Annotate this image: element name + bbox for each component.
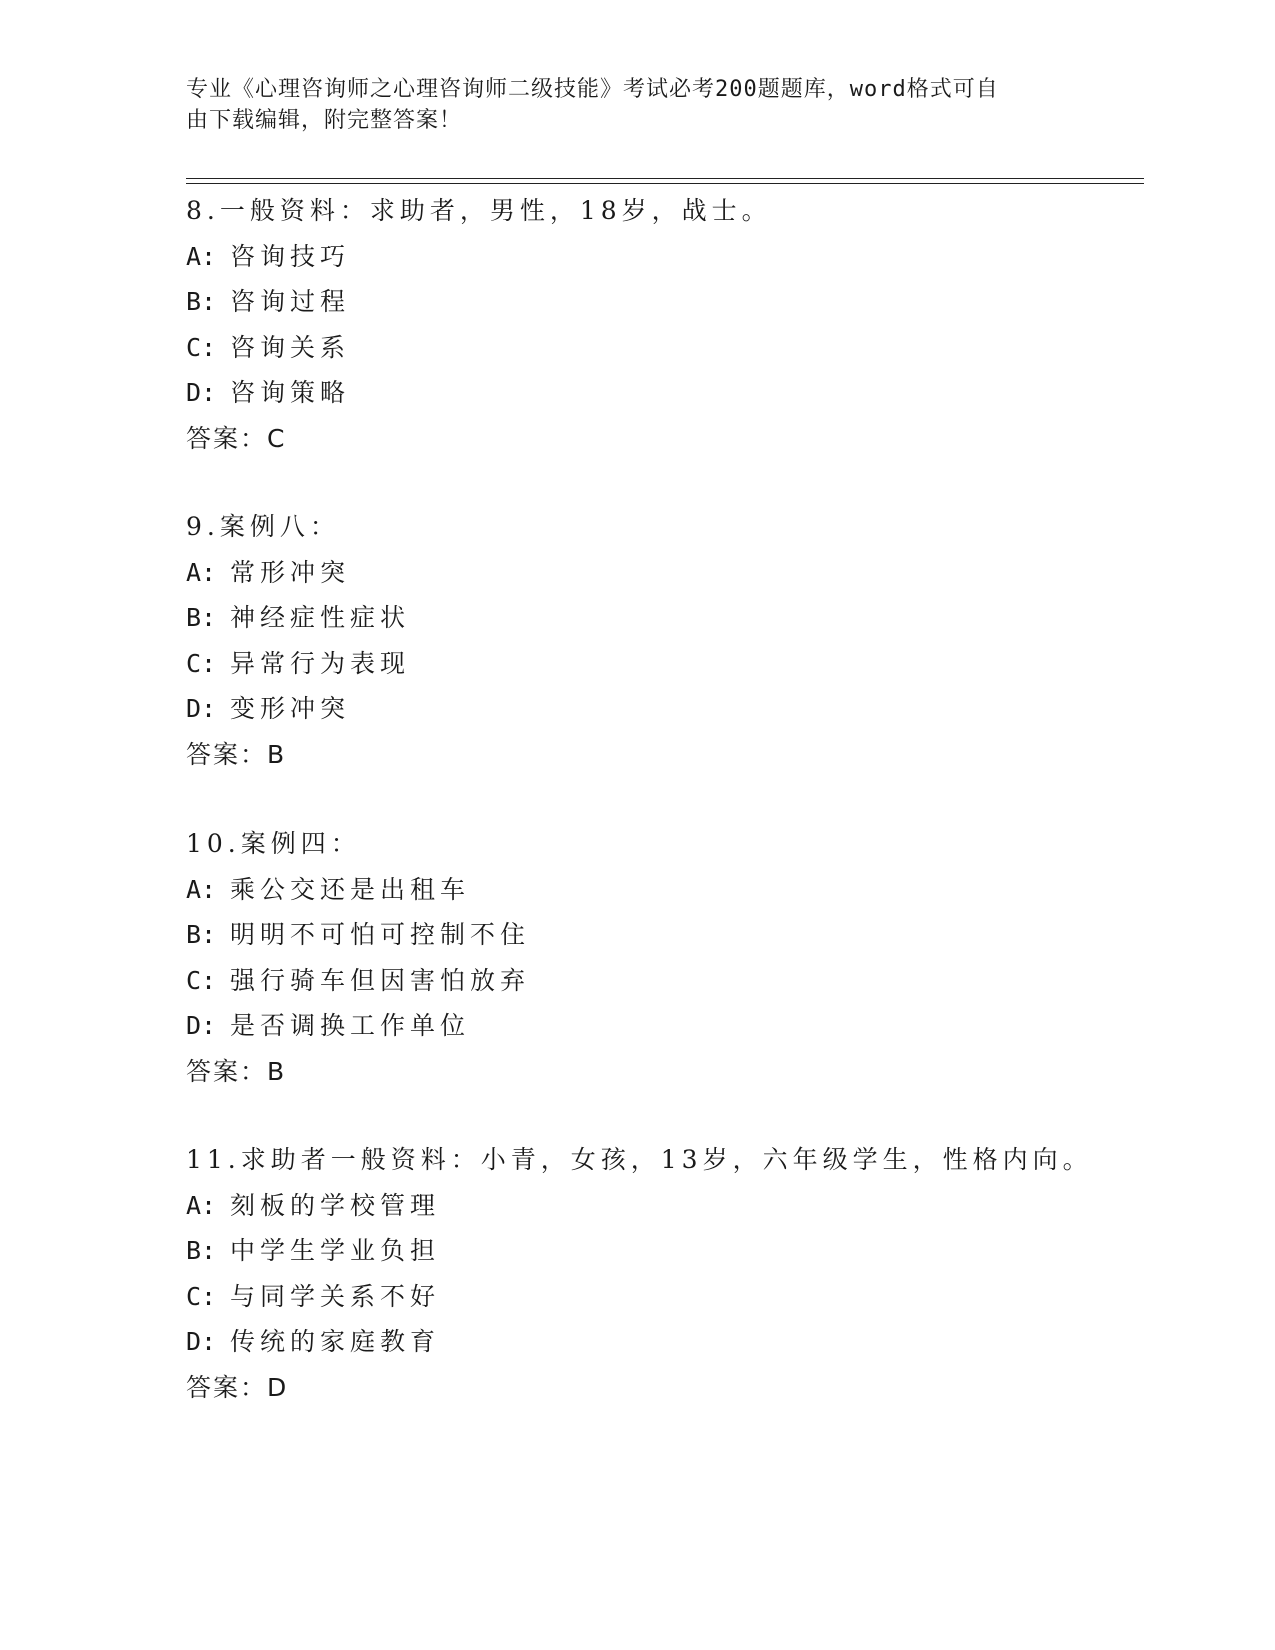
document-header — [186, 74, 1066, 136]
option-text: 咨询过程 — [230, 287, 351, 316]
option-letter: D: — [186, 694, 217, 723]
question-9 — [186, 504, 1144, 777]
option-c — [186, 958, 1144, 1004]
option-text: 乘公交还是出租车 — [230, 874, 471, 904]
option-letter: A: — [186, 1190, 217, 1220]
option-text: 强行骑车但因害怕放弃 — [230, 965, 531, 995]
answer-line: 答案：D — [186, 1372, 289, 1402]
option-letter: B: — [186, 1236, 217, 1265]
option-c — [186, 641, 1144, 687]
question-stem: 11.求助者一般资料：小青，女孩，13岁，六年级学生，性格内向。 — [186, 1145, 1093, 1174]
option-letter: A: — [186, 557, 217, 587]
option-text: 变形冲突 — [230, 694, 351, 723]
option-text: 是否调换工作单位 — [230, 1011, 471, 1040]
option-letter: B: — [186, 603, 217, 632]
header-divider-top — [186, 178, 1144, 179]
option-letter: B: — [186, 287, 217, 316]
answer-line: 答案：B — [186, 1056, 287, 1086]
question-11 — [186, 1137, 1144, 1410]
option-text: 咨询策略 — [230, 378, 351, 407]
option-letter: B: — [186, 920, 217, 949]
option-letter: D: — [186, 1011, 217, 1040]
option-d — [186, 686, 1144, 732]
option-b — [186, 595, 1144, 641]
option-letter: A: — [186, 241, 217, 271]
question-stem: 9.案例八： — [186, 512, 340, 541]
header-line-2: 由下载编辑，附完整答案！ — [186, 108, 463, 133]
option-letter: A: — [186, 874, 217, 904]
option-text: 明明不可怕可控制不住 — [230, 920, 531, 949]
option-text: 中学生学业负担 — [230, 1236, 441, 1265]
option-text: 咨询关系 — [230, 332, 351, 362]
option-c — [186, 1274, 1144, 1320]
question-8 — [186, 188, 1144, 461]
option-a — [186, 867, 1144, 913]
question-stem: 10.案例四： — [186, 829, 361, 858]
header-divider-bottom — [186, 183, 1144, 184]
option-letter: C: — [186, 965, 217, 995]
option-d — [186, 1319, 1144, 1365]
option-text: 与同学关系不好 — [230, 1281, 441, 1311]
option-d — [186, 1003, 1144, 1049]
option-letter: C: — [186, 1281, 217, 1311]
option-text: 神经症性症状 — [230, 603, 411, 632]
option-text: 刻板的学校管理 — [230, 1190, 441, 1220]
option-c — [186, 325, 1144, 371]
option-letter: D: — [186, 378, 217, 407]
option-text: 异常行为表现 — [230, 648, 411, 678]
option-text: 常形冲突 — [230, 557, 351, 587]
option-b — [186, 1228, 1144, 1274]
question-10 — [186, 821, 1144, 1094]
option-a — [186, 234, 1144, 280]
question-stem: 8.一般资料：求助者，男性，18岁，战士。 — [186, 196, 772, 225]
option-a — [186, 1183, 1144, 1229]
option-text: 咨询技巧 — [230, 241, 351, 271]
option-b — [186, 912, 1144, 958]
answer-line: 答案：C — [186, 423, 287, 453]
option-a — [186, 550, 1144, 596]
option-text: 传统的家庭教育 — [230, 1327, 441, 1356]
answer-line: 答案：B — [186, 739, 287, 769]
option-letter: C: — [186, 332, 217, 362]
option-d — [186, 370, 1144, 416]
option-letter: D: — [186, 1327, 217, 1356]
option-b — [186, 279, 1144, 325]
option-letter: C: — [186, 648, 217, 678]
header-line-1: 专业《心理咨询师之心理咨询师二级技能》考试必考200题题库，word格式可自 — [186, 77, 999, 102]
